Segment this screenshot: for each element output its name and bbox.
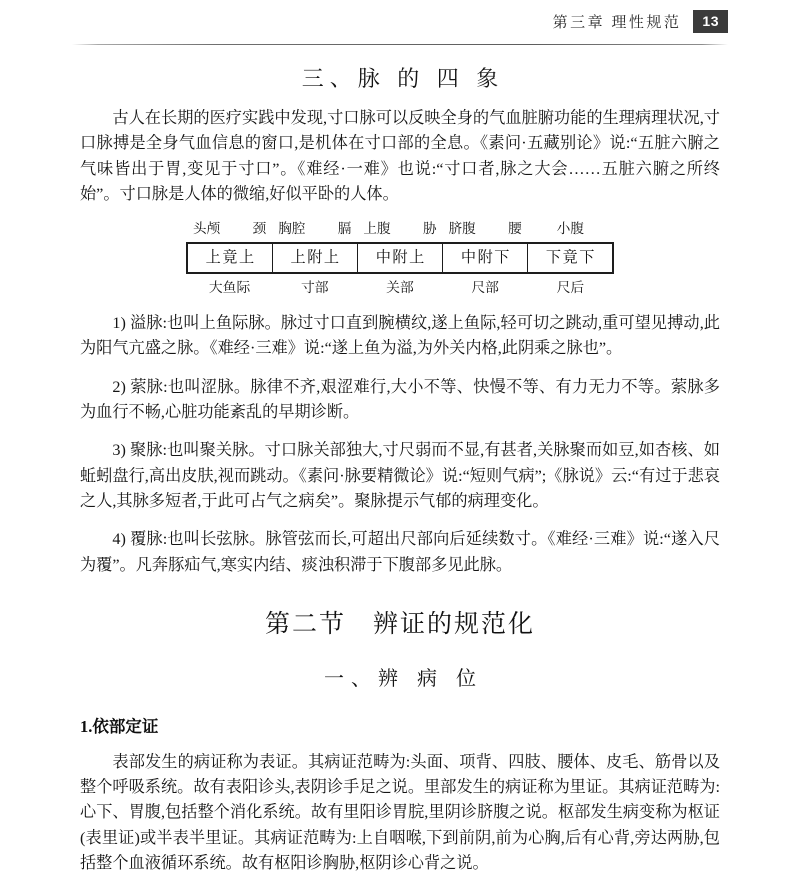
anatomy-label: 上腹 [363,221,391,237]
anatomy-label: 脐腹 [448,221,476,237]
anatomy-cell-4 [443,219,528,243]
pulse-item-4: 4) 覆脉:也叫长弦脉。脉管弦而长,可超出尺部向后延续数寸。《难经·三难》说:“遂入尺为覆”。凡奔豚疝气,寒实内结、痰浊积滞于下腹部多见此脉。 [80,530,720,574]
table-row-levels [187,243,613,273]
subsection-title: 第二节 辨证的规范化 [264,610,535,638]
position-cell-2: 寸部 [300,280,329,296]
chapter-label: 第三章 理性规范 [552,14,682,31]
subsection-paragraph: 表部发生的病证称为表证。其病证范畴为:头面、项背、四肢、腰体、皮毛、筋骨以及整个呼吸系统。故有表阳诊头,表阴诊手足之说。里部发生的病证称为里证。其病证范畴为:心下、胃腹,包括整个消化系统。故有里阳诊胃脘,里阴诊脐腹之说。枢部发生病变称为枢证(表里证)或半表半里证。其病证范畴为:上自咽喉,下到前阴,前为心胸,后有心背,旁达两胁,包括整个血液循环系统。故有枢阳诊胸胁,枢阴诊心背之说。 [80,752,720,873]
anatomy-label: 胁 [422,221,437,237]
running-head [72,8,728,34]
anatomy-label: 颈 [252,221,267,237]
anatomy-label: 胸腔 [278,221,306,237]
position-cell-3: 关部 [386,280,414,296]
pulse-item-1: 1) 溢脉:也叫上鱼际脉。脉过寸口直到腕横纹,遂上鱼际,轻可切之跳动,重可望见搏动,此为阳气亢盛之脉。《难经·三难》说:“遂上鱼为溢,为外关内格,此阴乘之脉也”。 [80,314,720,358]
anatomy-label: 头颅 [193,221,221,237]
level-cell-4: 中附下 [443,243,528,273]
anatomy-label: 腰 [508,221,522,237]
topic-title: 一、辨 病 位 [324,667,483,690]
anatomy-cell-5: 小腹 [556,221,584,237]
item-title: 1.依部定证 [80,716,159,736]
pulse-item-2: 2) 萦脉:也叫涩脉。脉律不齐,艰涩难行,大小不等、快慢不等、有力无力不等。萦脉多为血行不畅,心脏功能紊乱的早期诊断。 [80,377,720,422]
table-row-anatomy [187,219,613,243]
header-rule [72,44,728,45]
position-cell-1: 大鱼际 [208,280,251,296]
pulse-item-3: 3) 聚脉:也叫聚关脉。寸口脉关部独大,寸尺弱而不显,有甚者,关脉聚而如豆,如杏核、如蚯蚓盘行,高出皮肤,视而跳动。《素问·脉要精微论》说:“短则气病”;《脉说》云:“有过于悲哀之人,其脉多短者,于此可占气之病矣”。聚脉提示气郁的病理变化。 [80,441,720,510]
position-cell-5: 尺后 [556,280,585,296]
level-cell-2: 上附上 [272,243,357,273]
position-cell-4: 尺部 [471,280,499,296]
page-body [80,46,720,876]
pulse-position-diagram [80,219,720,298]
level-cell-3: 中附上 [357,243,442,273]
intro-paragraph: 古人在长期的医疗实践中发现,寸口脉可以反映全身的气血脏腑功能的生理病理状况,寸口脉搏是全身气血信息的窗口,是机体在寸口部的全息。《素问·五藏别论》说:“五脏六腑之气味皆出于胃,变见于寸口”。《难经·一难》也说:“寸口者,脉之大会……五脏六腑之所终始”。寸口脉是人体的微缩,好似平卧的人体。 [80,109,720,203]
anatomy-cell-2 [272,219,357,243]
level-cell-5: 下竟下 [528,243,613,273]
anatomy-label: 膈 [337,221,352,237]
page-number-badge: 13 [693,10,728,33]
pulse-table [186,219,614,298]
level-cell-1: 上竟上 [187,243,272,273]
anatomy-cell-1 [187,219,272,243]
anatomy-cell-3 [357,219,442,243]
page-title: 三、脉 的 四 象 [301,66,505,91]
table-row-positions [187,273,613,298]
